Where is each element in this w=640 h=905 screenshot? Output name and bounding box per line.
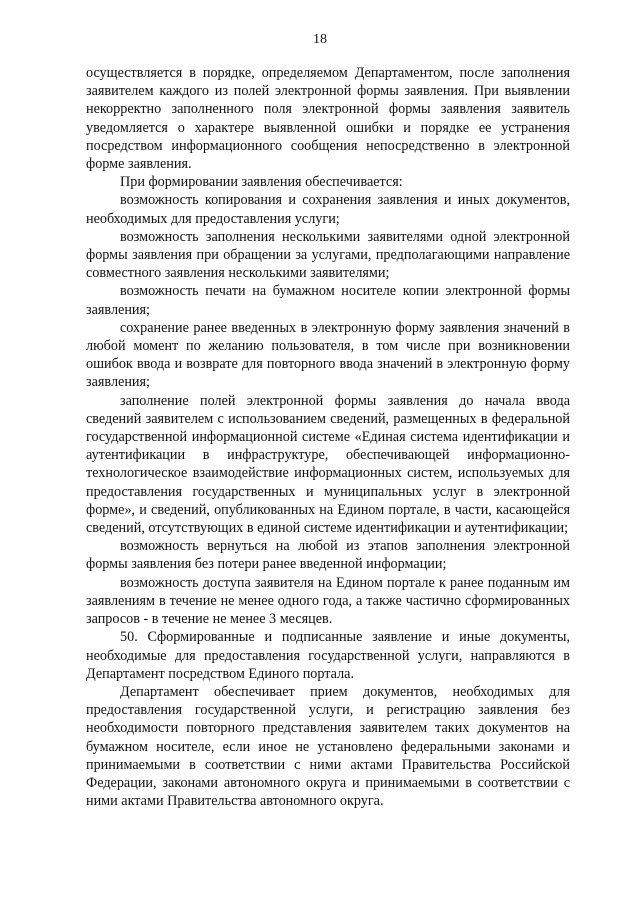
document-body [86,64,570,810]
paragraph-prefill-fields: заполнение полей электронной формы заявления до начала ввода сведений заявителем с использованием сведений, размещенных в федеральной государственной информационной системе «Единая система идентификации и аутентификации в инфраструктуре, обеспечивающей информационно-технологическое взаимодействие информационных систем, используемых для предоставления государственных и муниципальных услуг в электронной форме», и сведений, опубликованных на Едином портале, в части, касающейся сведений, отсутствующих в единой системе идентификации и аутентификации; [86,392,570,537]
paragraph-continuation: осуществляется в порядке, определяемом Департаментом, после заполнения заявителем каждого из полей электронной формы заявления. При выявлении некорректно заполненного поля электронной формы заявления заявитель уведомляется о характере выявленной ошибки и порядке ее устранения посредством информационного сообщения непосредственно в электронной форме заявления. [86,65,570,173]
paragraph-print-copy: возможность печати на бумажном носителе копии электронной формы заявления; [86,283,570,318]
page-number: 18 [313,32,327,47]
paragraph-save-values: сохранение ранее введенных в электронную форму заявления значений в любой момент по желанию пользователя, в том числе при возникновении ошибок ввода и возврате для повторного ввода значений в электронную форму заявления; [86,319,570,391]
paragraph-item-50: 50. Сформированные и подписанные заявление и иные документы, необходимые для предоставления государственной услуги, направляются в Департамент посредством Единого портала. [86,629,570,682]
paragraph-multiple-applicants: возможность заполнения несколькими заявителями одной электронной формы заявления при обращении за услугами, предполагающими направление совместного заявления несколькими заявителями; [86,228,570,282]
paragraph-department-reception: Департамент обеспечивает прием документов, необходимых для предоставления государственной услуги, и регистрацию заявления без необходимости повторного представления заявителем таких документов на бумажном носителе, если иное не установлено федеральными законами и принимаемыми в соответствии с ними актами Правительства Российской Федерации, законами автономного округа и принимаемыми в соответствии с ними актами Правительства автономного округа. [86,683,570,810]
paragraph-access-history: возможность доступа заявителя на Едином портале к ранее поданным им заявлениям в течение не менее одного года, а также частично сформированных запросов - в течение не менее 3 месяцев. [86,574,570,628]
paragraph-return-to-step: возможность вернуться на любой из этапов заполнения электронной формы заявления без потери ранее введенной информации; [86,538,570,573]
paragraph-form-provisions-intro: При формировании заявления обеспечивается: [120,174,403,191]
paragraph-copy-save: возможность копирования и сохранения заявления и иных документов, необходимых для предоставления услуги; [86,192,570,227]
